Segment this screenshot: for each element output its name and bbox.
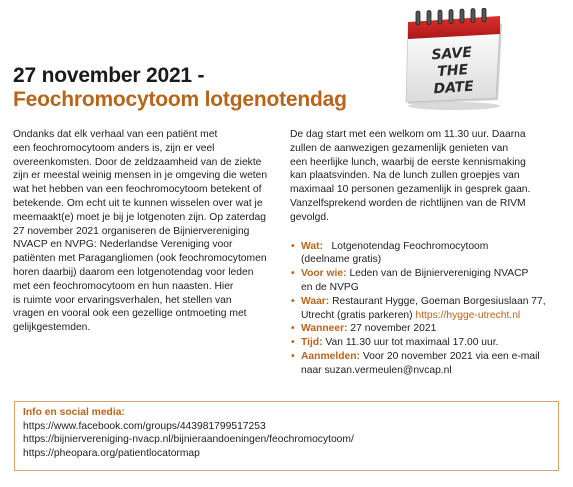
- paragraph-line: overeenkomsten. Door de zeldzaamheid van de ziekte: [13, 156, 262, 168]
- detail-value: Utrecht (gratis parkeren): [301, 309, 413, 321]
- nvacp-link[interactable]: https://bijniervereniging-nvacp.nl/bijnieraandoeningen/feochromocytoom/: [23, 434, 354, 446]
- detail-value: 27 november 2021: [350, 323, 437, 335]
- detail-wat: [290, 240, 566, 268]
- paragraph-line: gelijkgestemden.: [13, 322, 91, 334]
- paragraph-line: 27 november 2021 organiseren de Bijniervereniging: [13, 225, 250, 237]
- detail-label: Waar:: [301, 295, 330, 307]
- pheopara-link[interactable]: https://pheopara.org/patientlocatormap: [23, 447, 200, 459]
- detail-label: Voor wie:: [301, 268, 347, 280]
- paragraph-line: zijn er meestal weinig mensen in je omgeving die weten: [13, 170, 268, 182]
- paragraph-line: Ondanks dat elk verhaal van een patiënt met: [13, 129, 218, 140]
- detail-voor-wie: [290, 267, 566, 295]
- detail-value: Leden van de Bijniervereniging NVACP: [349, 268, 529, 280]
- detail-value: naar suzan.vermeulen@nvcap.nl: [301, 364, 452, 376]
- detail-label: Tijd:: [301, 337, 323, 349]
- info-title: Info en social media:: [23, 407, 125, 418]
- detail-wanneer: [290, 322, 566, 336]
- paragraph-line: zullen de aanwezigen gezamenlijk genieten van: [290, 142, 509, 154]
- program-section: [290, 128, 566, 378]
- detail-value: en de NVPG: [301, 281, 359, 293]
- detail-aanmelden: [290, 350, 566, 378]
- detail-value: Restaurant Hygge, Goeman Borgesiuslaan 77,: [332, 295, 546, 307]
- paragraph-line: Vanzelfsprekend worden de richtlijnen van de RIVM: [290, 197, 526, 209]
- intro-paragraph: [13, 128, 281, 335]
- program-intro: [290, 128, 566, 225]
- paragraph-line: kan plaatsvinden. Na de lunch zullen groepjes van: [290, 170, 520, 182]
- info-social-media-box: [14, 401, 559, 471]
- detail-value: Van 11.30 uur tot maximaal 17.00 uur.: [325, 337, 499, 349]
- detail-value: (deelname gratis): [301, 254, 382, 266]
- paragraph-line: gevolgd.: [290, 211, 329, 223]
- paragraph-line: wat het hebben van een feochromocytoom betekent of: [13, 184, 262, 196]
- facebook-link[interactable]: https://www.facebook.com/groups/443981799517253: [23, 420, 266, 432]
- calendar-the-text: THE: [436, 61, 469, 81]
- paragraph-line: een feochromocytoom anders is, zijn er veel: [13, 142, 215, 154]
- calendar-save-text: SAVE: [431, 44, 473, 64]
- detail-value: Lotgenotendag Feochromocytoom: [331, 240, 489, 252]
- detail-value: Voor 20 november 2021 via een e-mail: [362, 350, 540, 362]
- paragraph-line: patiënten met Paragangliomen (ook feochromocytomen: [13, 253, 267, 265]
- paragraph-line: horen daarbij) daarom een lotgenotendag voor leden: [13, 266, 254, 278]
- paragraph-line: is ruimte voor ervaringsverhalen, het stellen van: [13, 294, 232, 306]
- save-the-date-calendar-icon: [398, 8, 510, 112]
- paragraph-line: meemaakt(e) moet je bij je lotgenoten zijn. Op zaterdag: [13, 211, 266, 223]
- title-event: Feochromocytoom lotgenotendag: [13, 88, 347, 111]
- calendar-date-text: DATE: [433, 78, 475, 98]
- paragraph-line: vragen en vooral ook een gezellige ontmoeting met: [13, 308, 247, 320]
- paragraph-line: maximaal 10 personen gezamenlijk in gesprek gaan.: [290, 184, 531, 196]
- page-title: [13, 64, 347, 112]
- paragraph-line: betekende. Om echt uit te kunnen wisselen over wat je: [13, 197, 263, 209]
- paragraph-line: NVACP en NVPG: Nederlandse Vereniging voor: [13, 239, 233, 251]
- hygge-link[interactable]: https://hygge-utrecht.nl: [415, 309, 521, 321]
- detail-waar: [290, 295, 566, 323]
- detail-label: Aanmelden:: [301, 350, 360, 362]
- paragraph-line: met een feochromocytoom en hun naasten. Hier: [13, 280, 234, 292]
- detail-tijd: [290, 336, 566, 350]
- paragraph-line: De dag start met een welkom om 11.30 uur. Daarna: [290, 129, 526, 140]
- paragraph-line: een heerlijke lunch, waarbij de eerste kennismaking: [290, 156, 526, 168]
- event-details-list: [290, 240, 566, 378]
- detail-label: Wanneer:: [301, 323, 348, 335]
- detail-label: Wat:: [301, 240, 323, 252]
- title-date: 27 november 2021 -: [13, 64, 205, 87]
